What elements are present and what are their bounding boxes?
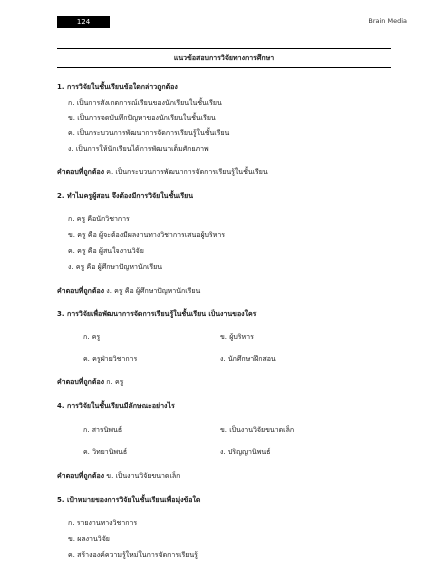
question-3: 3. การวิจัยเพื่อพัฒนาการจัดการเรียนรู้ในชั้นเรียน เป็นงานของใคร [57,310,257,318]
q5-option-b: ข. ผลงานวิจัย [68,535,110,543]
answer-label: คำตอบที่ถูกต้อง [57,287,105,295]
q5-option-c: ค. สร้างองค์ความรู้ใหม่ในการจัดการเรียนรู้ [68,551,198,559]
brand-name: Brain Media [368,17,407,25]
answer-text: ก. ครู [104,378,124,386]
q5-option-a: ก. รายงานทางวิชาการ [68,519,138,527]
q3-option-a: ก. ครู [83,333,101,341]
answer-text: ข. เป็นงานวิจัยขนาดเล็ก [104,472,181,480]
q2-option-b: ข. ครู คือ ผู้จะต้องมีผลงานทางวิชาการเสนอผู้บริหาร [68,231,226,239]
q4-option-d: ง. ปริญญานิพนธ์ [220,448,271,456]
q2-option-d: ง. ครู คือ ผู้ศึกษาปัญหานักเรียน [68,263,162,271]
answer-label: คำตอบที่ถูกต้อง [57,168,105,176]
answer-text: ค. เป็นกระบวนการพัฒนาการจัดการเรียนรู้ในชั้นเรียน [104,168,268,176]
q4-answer [57,471,180,481]
q1-option-b: ข. เป็นการจดบันทึกปัญหาของนักเรียนในชั้นเรียน [68,114,216,122]
q1-option-d: ง. เป็นการให้นักเรียนได้การพัฒนาเต็มศักยภาพ [68,145,209,153]
question-1: 1. การวิจัยในชั้นเรียนข้อใดกล่าวถูกต้อง [57,83,178,91]
q3-option-d: ง. นักศึกษาฝึกสอน [220,355,276,363]
q3-option-c: ค. ครูฝ่ายวิชาการ [83,355,138,363]
answer-label: คำตอบที่ถูกต้อง [57,378,105,386]
q2-option-c: ค. ครู คือ ผู้สนใจงานวิจัย [68,247,144,255]
question-2: 2. ทำไมครูผู้สอน จึงต้องมีการวิจัยในชั้นเรียน [57,192,194,200]
question-4: 4. การวิจัยในชั้นเรียนมีลักษณะอย่างไร [57,402,175,410]
answer-text: ง. ครู คือ ผู้ศึกษาปัญหานักเรียน [104,287,201,295]
q4-option-a: ก. สารนิพนธ์ [83,426,123,434]
question-5: 5. เป้าหมายของการวิจัยในชั้นเรียนเพื่อมุ่งข้อใด [57,496,201,504]
q3-option-b: ข. ผู้บริหาร [220,333,254,341]
q1-option-c: ค. เป็นกระบวนการพัฒนาการจัดการเรียนรู้ในชั้นเรียน [68,129,230,137]
q1-answer [57,167,268,177]
page-number-badge: 124 [57,16,110,28]
answer-label: คำตอบที่ถูกต้อง [57,472,105,480]
q2-answer [57,286,200,296]
q3-answer [57,377,123,387]
q2-option-a: ก. ครู คือนักวิชาการ [68,215,130,223]
q4-option-b: ข. เป็นงานวิจัยขนาดเล็ก [220,426,295,434]
q4-option-c: ค. วิทยานิพนธ์ [83,448,128,456]
page-title: แนวข้อสอบการวิจัยทางการศึกษา [57,48,391,68]
q1-option-a: ก. เป็นการสังเกตการณ์เรียนของนักเรียนในชั้นเรียน [68,99,222,107]
